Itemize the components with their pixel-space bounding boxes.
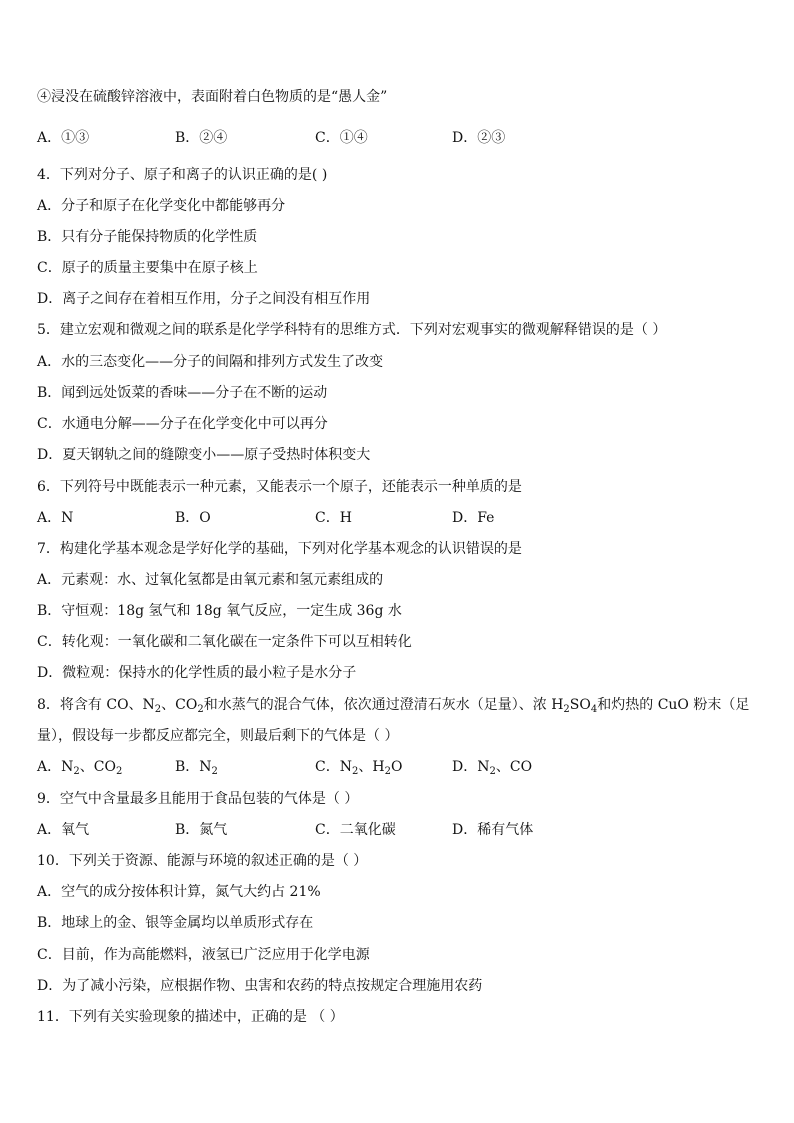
option-c: C．①④ bbox=[315, 130, 368, 146]
question-5-stem: 5．建立宏观和微观之间的联系是化学学科特有的思维方式．下列对宏观事实的微观解释错误的是（ ） bbox=[37, 322, 667, 338]
option-b: B．O bbox=[175, 510, 211, 526]
question-10-stem: 10．下列关于资源、能源与环境的叙述正确的是（ ） bbox=[37, 853, 368, 869]
question-6-stem: 6．下列符号中既能表示一种元素，又能表示一个原子，还能表示一种单质的是 bbox=[37, 479, 522, 495]
option-b: B．氮气 bbox=[175, 822, 228, 838]
question-8-stem-continued: 量），假设每一步都反应都完全，则最后剩下的气体是（ ） bbox=[37, 728, 399, 744]
question-7-choice-c: C．转化观：一氧化碳和二氧化碳在一定条件下可以互相转化 bbox=[37, 634, 412, 650]
option-a: A．N bbox=[37, 510, 74, 526]
option-c: C．二氧化碳 bbox=[315, 822, 396, 838]
question-4-stem: 4．下列对分子、原子和离子的认识正确的是( ) bbox=[37, 167, 328, 183]
question-5-choice-a: A．水的三态变化——分子的间隔和排列方式发生了改变 bbox=[37, 354, 384, 370]
question-11-stem: 11．下列有关实验现象的描述中，正确的是 （ ） bbox=[37, 1009, 344, 1025]
question-9-options bbox=[37, 820, 774, 840]
question-4-choice-a: A．分子和原子在化学变化中都能够再分 bbox=[37, 198, 286, 214]
question-5-choice-b: B．闻到远处饭菜的香味——分子在不断的运动 bbox=[37, 385, 328, 401]
question-4-choice-d: D．离子之间存在着相互作用，分子之间没有相互作用 bbox=[37, 291, 371, 307]
question-3-item-4: ④浸没在硫酸锌溶液中，表面附着白色物质的是“愚人金” bbox=[37, 89, 388, 105]
question-8-options bbox=[37, 757, 774, 777]
option-a: A．氧气 bbox=[37, 822, 90, 838]
question-7-stem: 7．构建化学基本观念是学好化学的基础，下列对化学基本观念的认识错误的是 bbox=[37, 541, 522, 557]
question-10-choice-b: B．地球上的金、银等金属均以单质形式存在 bbox=[37, 915, 314, 931]
option-a: A．$N_2$、$CO_2$ bbox=[37, 759, 123, 777]
question-6-options bbox=[37, 508, 774, 528]
option-b: B．②④ bbox=[175, 130, 228, 146]
question-5-choice-d: D．夏天钢轨之间的缝隙变小——原子受热时体积变大 bbox=[37, 447, 371, 463]
question-8-stem: 8．将含有 CO、$N_2$、$CO_2$和水蒸气的混合气体，依次通过澄清石灰水（足量）、浓 $H_2SO_4$和灼热的 CuO 粉末（足 bbox=[37, 697, 750, 715]
question-7-choice-b: B．守恒观：18g 氢气和 18g 氧气反应，一定生成 36g 水 bbox=[37, 603, 402, 619]
option-d: D．Fe bbox=[452, 510, 495, 526]
question-10-choice-a: A．空气的成分按体积计算，氮气大约占 21% bbox=[37, 884, 321, 900]
option-b: B．$N_2$ bbox=[175, 759, 218, 777]
question-5-choice-c: C．水通电分解——分子在化学变化中可以再分 bbox=[37, 416, 328, 432]
question-9-stem: 9．空气中含量最多且能用于食品包装的气体是（ ） bbox=[37, 791, 359, 807]
option-d: D．②③ bbox=[452, 130, 506, 146]
question-3-options bbox=[37, 128, 774, 148]
question-10-choice-c: C．目前，作为高能燃料，液氢已广泛应用于化学电源 bbox=[37, 947, 370, 963]
option-c: C．$N_2$、$H_2O$ bbox=[315, 759, 403, 777]
option-c: C．H bbox=[315, 510, 352, 526]
option-d: D．稀有气体 bbox=[452, 822, 534, 838]
option-d: D．$N_2$、CO bbox=[452, 759, 533, 777]
question-4-choice-b: B．只有分子能保持物质的化学性质 bbox=[37, 229, 258, 245]
question-4-choice-c: C．原子的质量主要集中在原子核上 bbox=[37, 260, 258, 276]
option-a: A．①③ bbox=[37, 130, 90, 146]
question-10-choice-d: D．为了减小污染，应根据作物、虫害和农药的特点按规定合理施用农药 bbox=[37, 978, 483, 994]
question-7-choice-a: A．元素观：水、过氧化氢都是由氧元素和氢元素组成的 bbox=[37, 572, 384, 588]
question-7-choice-d: D．微粒观：保持水的化学性质的最小粒子是水分子 bbox=[37, 665, 357, 681]
